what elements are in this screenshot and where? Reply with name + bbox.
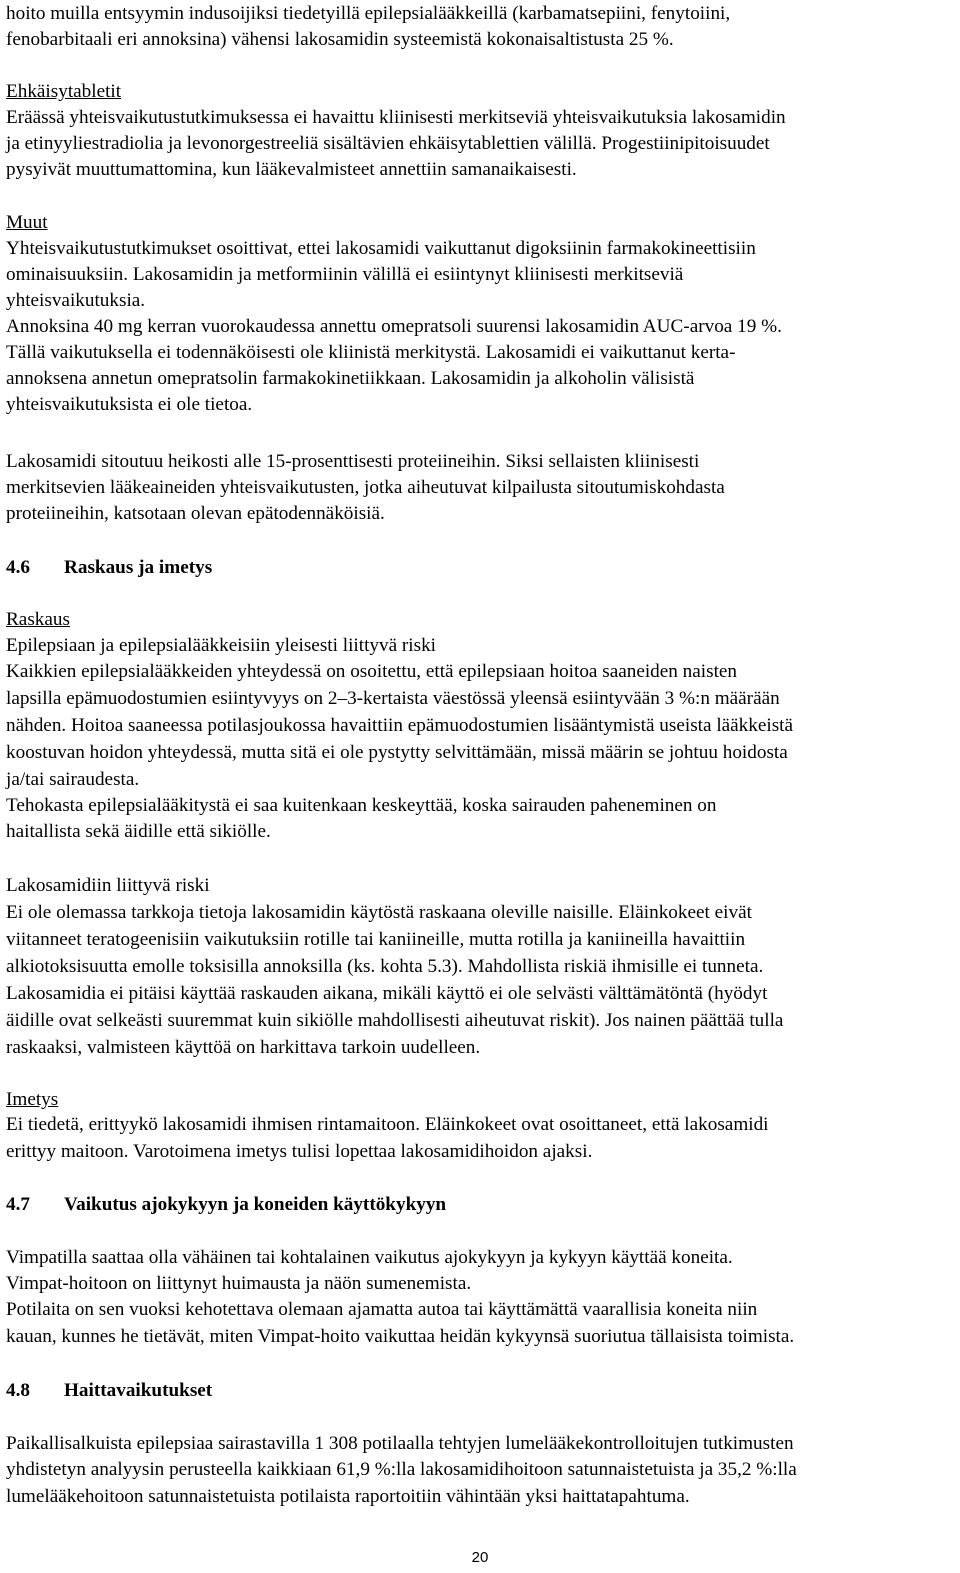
line-text: Ehkäisytabletit	[6, 81, 122, 102]
text-line	[6, 366, 694, 392]
line-text: Ei ole olemassa tarkkoja tietoja lakosamidin käytöstä raskaana oleville naisille. Eläinkokeet eivät	[6, 902, 752, 923]
text-line	[6, 1457, 797, 1483]
line-text: yhteisvaikutuksista ei ole tietoa.	[6, 394, 253, 415]
text-line	[6, 1324, 794, 1350]
text-line	[6, 262, 683, 288]
line-text: Vaikutus ajokykyyn ja koneiden käyttökykyyn	[64, 1194, 447, 1215]
line-text: äidille ovat selkeästi suuremmat kuin sikiölle mahdollisesti aiheutuvat riskit). Jos nainen päättää tulla	[6, 1010, 784, 1031]
line-text: Eräässä yhteisvaikutustutkimuksessa ei havaittu kliinisesti merkitseviä yhteisvaikutuksia lakosamidin	[6, 107, 786, 128]
line-text: Vimpat-hoitoon on liittynyt huimausta ja näön sumenemista.	[6, 1273, 472, 1294]
line-text: yhteisvaikutuksia.	[6, 290, 146, 311]
line-text: Tehokasta epilepsialääkitystä ei saa kuitenkaan keskeyttää, koska sairauden paheneminen on	[6, 795, 717, 816]
text-line	[6, 449, 699, 475]
line-text: Imetys	[6, 1089, 59, 1110]
line-text: Epilepsiaan ja epilepsialääkkeisiin yleisesti liittyvä riski	[6, 635, 437, 656]
line-text: merkitsevien lääkeaineiden yhteisvaikutusten, jotka aiheutuvat kilpailusta sitoutumiskohdasta	[6, 477, 725, 498]
text-line	[6, 27, 674, 53]
text-line	[6, 740, 788, 766]
text-line	[6, 927, 745, 953]
text-line	[6, 105, 786, 131]
line-text: kauan, kunnes he tietävät, miten Vimpat-hoito vaikuttaa heidän kykyynsä suoriutua tällaisista toimista.	[6, 1326, 795, 1347]
text-line	[6, 1271, 471, 1297]
line-text: haitallista sekä äidille että sikiölle.	[6, 821, 271, 842]
line-text: Kaikkien epilepsialääkkeiden yhteydessä on osoitettu, että epilepsiaan hoitoa saaneiden naisten	[6, 661, 738, 682]
text-line	[6, 900, 752, 926]
text-line	[6, 288, 145, 314]
line-text: viitanneet teratogeenisiin vaikutuksiin rotille tai kaniineille, mutta rotilla ja kaniineilla havaittiin	[6, 929, 746, 950]
section-number: 4.7	[6, 1194, 30, 1215]
text-line	[6, 314, 782, 340]
line-text: Paikallisalkuista epilepsiaa sairastavilla 1 308 potilaalla tehtyjen lumelääkekontrolloitujen tutkimusten	[6, 1433, 794, 1454]
section-heading	[6, 1192, 446, 1218]
section-number: 4.6	[6, 557, 30, 578]
line-text: yhdistetyn analyysin perusteella kaikkiaan 61,9 %:lla lakosamidihoitoon satunnaistetuista ja 35,2 %:lla	[6, 1459, 797, 1480]
text-line	[6, 633, 436, 659]
line-text: Haittavaikutukset	[64, 1380, 213, 1401]
line-text: fenobarbitaali eri annoksina) vähensi lakosamidin systeemistä kokonaisaltistusta 25 %.	[6, 29, 674, 50]
text-line	[6, 392, 252, 418]
line-text: Raskaus ja imetys	[64, 557, 213, 578]
line-text: lapsilla epämuodostumien esiintyvyys on 2–3-kertaista väestössä yleensä esiintyvään 3 %:n määrään	[6, 688, 780, 709]
line-text: raskaaksi, valmisteen käyttöä on harkittava tarkoin uudelleen.	[6, 1037, 481, 1058]
text-line	[6, 873, 210, 899]
section-heading	[6, 1378, 212, 1404]
text-line	[6, 1, 730, 27]
line-text: alkiotoksisuutta emolle toksisilla annoksilla (ks. kohta 5.3). Mahdollista riskiä ihmisille ei tunneta.	[6, 956, 764, 977]
text-line	[6, 1484, 690, 1510]
line-text: Potilaita on sen vuoksi kehotettava olemaan ajamatta autoa tai käyttämättä vaarallisia koneita niin	[6, 1299, 758, 1320]
text-line	[6, 981, 767, 1007]
line-text: Raskaus	[6, 609, 70, 630]
text-line	[6, 1245, 733, 1271]
text-line	[6, 157, 577, 183]
line-text: ja/tai sairaudesta.	[6, 769, 140, 790]
text-line	[6, 131, 770, 157]
line-text: annoksena annetun omepratsolin farmakokinetiikkaan. Lakosamidin ja alkoholin välisistä	[6, 368, 695, 389]
line-text: ja etinyyliestradiolia ja levonorgestreeliä sisältävien ehkäisytablettien välillä. Progestiinipitoisuudet	[6, 133, 770, 154]
line-text: Vimpatilla saattaa olla vähäinen tai kohtalainen vaikutus ajokykyyn ja kykyyn käyttää koneita.	[6, 1247, 733, 1268]
text-line	[6, 1035, 480, 1061]
line-text: Yhteisvaikutustutkimukset osoittivat, ettei lakosamidi vaikuttanut digoksiinin farmakokineettisiin	[6, 238, 756, 259]
subsection-heading	[6, 79, 121, 105]
line-text: hoito muilla entsyymin indusoijiksi tiedetyillä epilepsialääkkeillä (karbamatsepiini, fenytoiini,	[6, 3, 731, 24]
subsection-heading	[6, 1087, 58, 1113]
text-line	[6, 819, 271, 845]
text-line	[6, 767, 139, 793]
text-line	[6, 340, 735, 366]
text-line	[6, 1112, 769, 1138]
text-line	[6, 686, 780, 712]
line-text: Annoksina 40 mg kerran vuorokaudessa annettu omepratsoli suurensi lakosamidin AUC-arvoa 19 %.	[6, 316, 782, 337]
subsection-heading	[6, 210, 48, 236]
text-line	[6, 659, 737, 685]
line-text: Ei tiedetä, erittyykö lakosamidi ihmisen rintamaitoon. Eläinkokeet ovat osoittaneet, että lakosamidi	[6, 1114, 769, 1135]
text-line	[6, 1297, 757, 1323]
line-text: Lakosamidi sitoutuu heikosti alle 15-prosenttisesti proteiineihin. Siksi sellaisten kliinisesti	[6, 451, 700, 472]
line-text: nähden. Hoitoa saaneessa potilasjoukossa havaittiin epämuodostumien lisääntymistä useista lääkkeistä	[6, 715, 794, 736]
text-line	[6, 1431, 794, 1457]
section-number: 4.8	[6, 1380, 30, 1401]
text-line	[6, 501, 385, 527]
line-text: ominaisuuksiin. Lakosamidin ja metformiinin välillä ei esiintynyt kliinisesti merkitseviä	[6, 264, 684, 285]
page-number: 20	[471, 1549, 489, 1566]
line-text: pysyivät muuttumattomina, kun lääkevalmisteet annettiin samanaikaisesti.	[6, 159, 577, 180]
line-text: erittyy maitoon. Varotoimena imetys tulisi lopettaa lakosamidihoidon ajaksi.	[6, 1141, 593, 1162]
text-line	[6, 1139, 592, 1165]
text-line	[6, 236, 756, 262]
line-text: koostuvan hoidon yhteydessä, mutta sitä ei ole pystytty selvittämään, missä määrin se johtuu hoidosta	[6, 742, 788, 763]
line-text: Lakosamidia ei pitäisi käyttää raskauden aikana, mikäli käyttö ei ole selvästi välttämätöntä (hyödyt	[6, 983, 768, 1004]
section-heading	[6, 555, 212, 581]
subsection-heading	[6, 607, 70, 633]
line-text: proteiineihin, katsotaan olevan epätodennäköisiä.	[6, 503, 385, 524]
text-line	[6, 475, 725, 501]
text-line	[6, 793, 716, 819]
line-text: Tällä vaikutuksella ei todennäköisesti ole kliinistä merkitystä. Lakosamidi ei vaikuttanut kerta-	[6, 342, 736, 363]
line-text: lumelääkehoitoon satunnaistetuista potilaista raportoitiin vähintään yksi haittatapahtuma.	[6, 1486, 690, 1507]
text-line	[6, 1008, 783, 1034]
line-text: Lakosamidiin liittyvä riski	[6, 875, 210, 896]
line-text: Muut	[6, 212, 48, 233]
text-line	[6, 713, 793, 739]
text-line	[6, 954, 763, 980]
